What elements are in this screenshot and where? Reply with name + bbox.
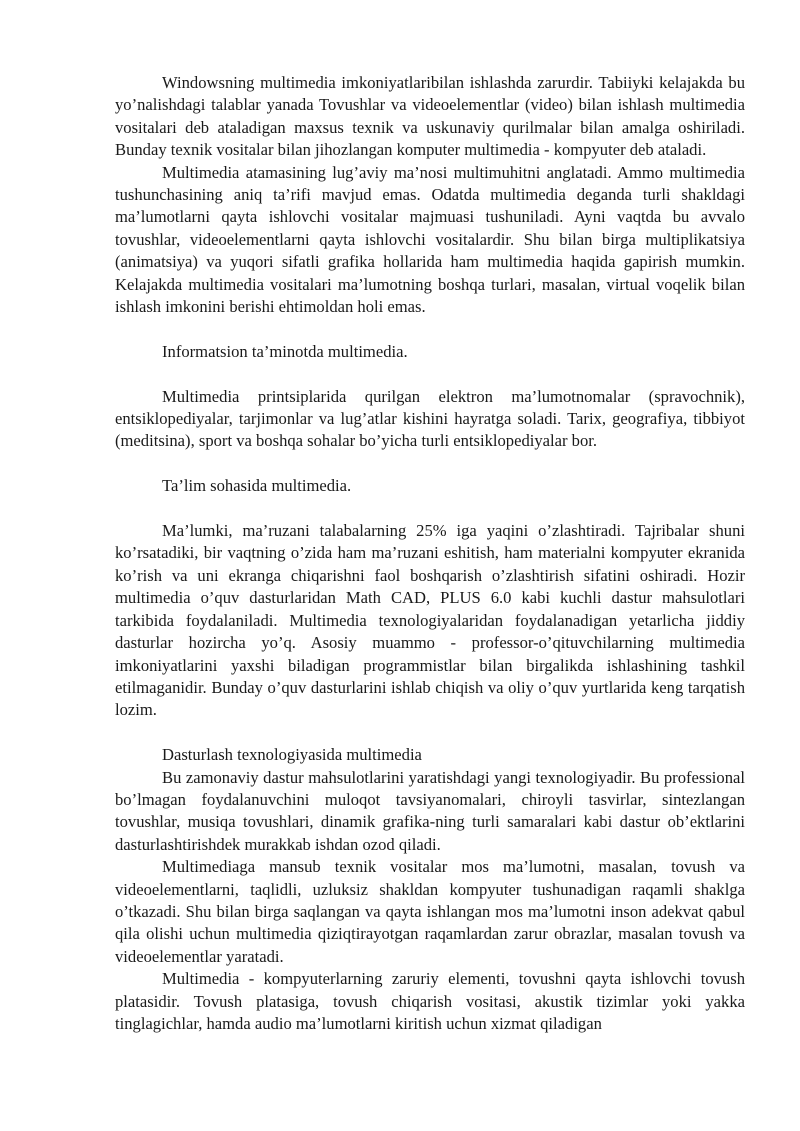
paragraph-technical-tools: Multimediaga mansub texnik vositalar mos ma’lumotni, masalan, tovush va videoelementlarni, taqlidli, uzluksiz shakldan kompyuter tushunadigan raqamli shaklga o’tkazadi. Shu bilan birga saqlangan va qayta ishlangan mos ma’lumotni inson adekvat qabul qila olishi uchun multimedia qiziqtirayotgan raqamlardan zarur obrazlar, masalan tovush va videoelementlar yaratadi. [115,857,745,966]
paragraph-sound-card: Multimedia - kompyuterlarning zaruriy elementi, tovushni qayta ishlovchi tovush platasidir. Tovush platasiga, tovush chiqarish vositasi, akustik tizimlar yoki yakka tinglagichlar, hamda audio ma’lumotlarni kiritish uchun xizmat qiladigan [115,969,745,1033]
paragraph-multimedia-definition: Multimedia atamasining lug’aviy ma’nosi multimuhitni anglatadi. Ammo multimedia tushunchasining aniq ta’rifi mavjud emas. Odatda multimedia deganda turli shakldagi ma’lumotlarni qayta ishlovchi vositalar majmuasi tushuniladi. Ayni vaqtda bu avvalo tovushlar, videoelementlarni qayta ishlovchi vositalardir. Shu bilan birga multiplikatsiya (animatsiya) va yuqori sifatli grafika hollarida ham multimedia haqida gapirish mumkin. Kelajakda multimedia vositalari ma’lumotning boshqa turlari, masalan, virtual voqelik bilan ishlash imkonini berishi ehtimoldan holi emas. [115,162,745,317]
spacer [115,363,745,385]
heading-talim: Ta’lim sohasida multimedia. [162,476,352,496]
paragraph-new-technology: Bu zamonaviy dastur mahsulotlarini yaratishdagi yangi texnologiyadir. Bu professional bo’lmagan foydalanuvchini muloqot tavsiyanomalari, chiroyli tasvirlar, sintezlangan tovushlar, musiqa tovushlari, dinamik grafika-ning turli samaralari kabi dastur ob’ektlarini dasturlashtirishdek murakkab ishdan ozod qiladi. [115,767,745,854]
document-page [115,72,745,1035]
heading-dasturlash: Dasturlash texnologiyasida multimedia [162,745,422,765]
heading-informatsion: Informatsion ta’minotda multimedia. [162,341,408,361]
paragraph-windows-multimedia: Windowsning multimedia imkoniyatlaribilan ishlashda zarurdir. Tabiiyki kelajakda bu yo’nalishdagi talablar yanada Tovushlar va videoelementlar (video) bilan ishlash multimedia vositalari deb ataladigan maxsus texnik va uskunaviy qurilmalar bilan amalga oshiriladi. Bunday texnik vositalar bilan jihozlangan komputer multimedia - kompyuter deb ataladi. [115,73,745,160]
paragraph-encyclopedias: Multimedia printsiplarida qurilgan elektron ma’lumotnomalar (spravochnik), entsiklopediyalar, tarjimonlar va lug’atlar kishini hayratga soladi. Tarix, geografiya, tibbiyot (meditsina), sport va boshqa sohalar bo’yicha turli entsiklopediyalar bor. [115,386,745,451]
paragraph-education: Ma’lumki, ma’ruzani talabalarning 25% iga yaqini o’zlashtiradi. Tajribalar shuni ko’rsatadiki, bir vaqtning o’zida ham ma’ruzani eshitish, ham materialni kompyuter ekranida ko’rish va uni ekranga chiqarishni faol boshqarish o’zlashtirish sifatini oshiradi. Hozir multimedia o’quv dasturlaridan Math CAD, PLUS 6.0 kabi kuchli dastur mahsulotlari tarkibida foydalaniladi. Multimedia texnologiyalaridan foydalanadigan yetarlicha jiddiy dasturlar hozircha yo’q. Asosiy muammo - professor-o’qituvchilarning multimedia imkoniyatlarini yaxshi biladigan programmistlar bilan birgalikda ishlashining tashkil etilmaganidir. Bunday o’quv dasturlarini ishlab chiqish va oliy o’quv yurtlarida keng tarqatish lozim. [115,521,745,720]
spacer [115,318,745,340]
spacer [115,722,745,744]
spacer [115,453,745,475]
spacer [115,498,745,520]
